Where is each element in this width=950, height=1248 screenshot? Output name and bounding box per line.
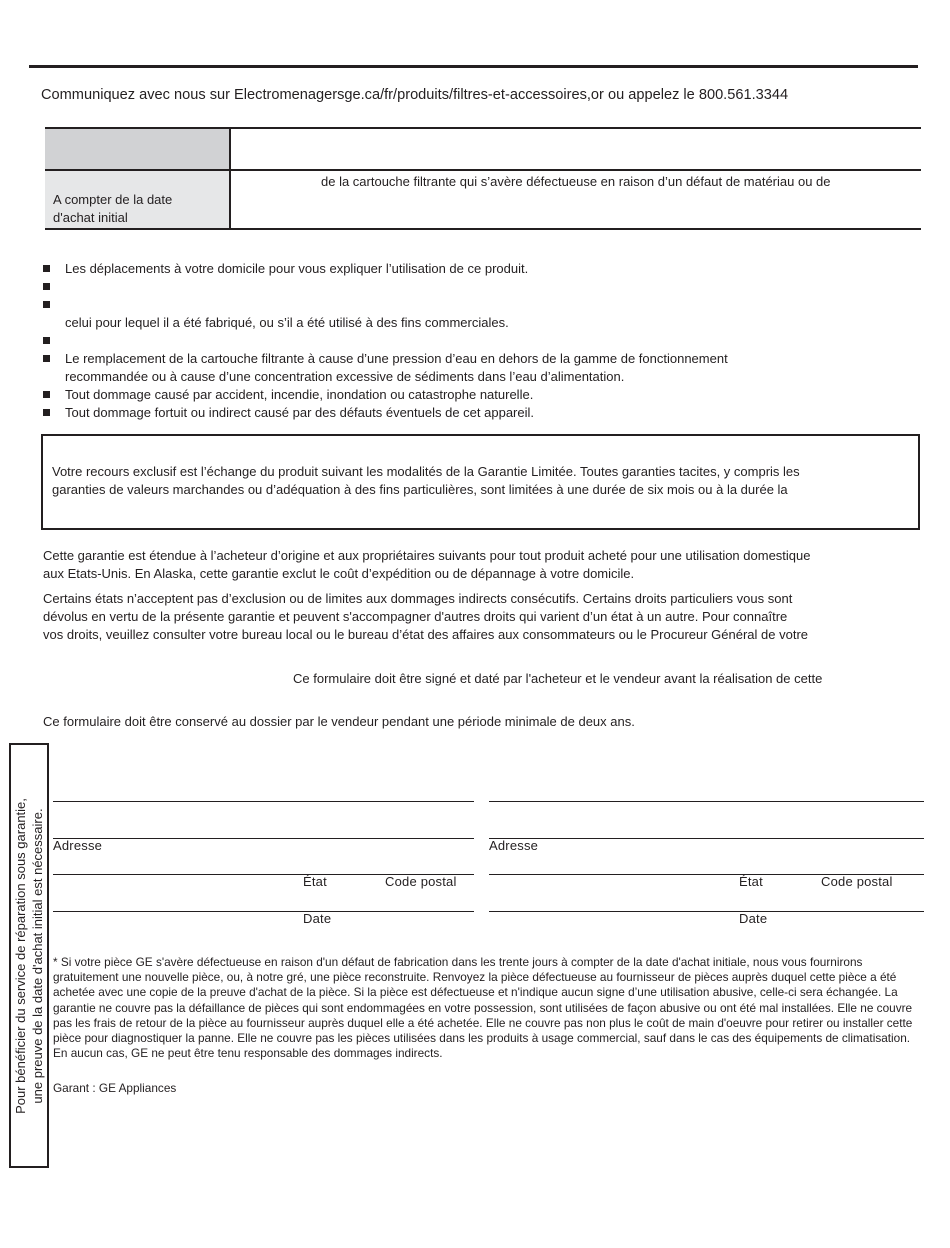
- exclusion-text: Tout dommage fortuit ou indirect causé par des défauts éventuels de cet appareil.: [65, 405, 535, 420]
- remedy-line-1: Votre recours exclusif est l’échange du produit suivant les modalités de la Garantie Limitée. Toutes garanties tacites, y compris les: [52, 464, 800, 479]
- warranty-period-cell: [45, 171, 229, 228]
- purchaser-name-line[interactable]: [53, 801, 474, 802]
- contact-line: Communiquez avec nous sur Electromenagersge.ca/fr/produits/filtres-et-accessoires,or ou appelez le 800.561.3344: [41, 87, 789, 103]
- exclusion-text: Les déplacements à votre domicile pour vous expliquer l’utilisation de ce produit.: [65, 261, 529, 276]
- exclusion-text: Tout dommage causé par accident, incendie, inondation ou catastrophe naturelle.: [65, 387, 534, 402]
- parts-warranty-footnote: * Si votre pièce GE s'avère défectueuse en raison d'un défaut de fabrication dans les trente jours à compter de la date d'achat initiale, nous vous fournirons gratuitement une nouvelle pièce, ou, à notre gré, une pièce reconstruite. Renvoyez la pièce défectueuse au fournisseur de pièces auprès duquel cette pièce a été achetée avec une copie de la preuve d'achat de la pièce. Si la pièce est défectueuse et n'indique aucun signe d’une utilisation abusive, celle-ci sera échangée. La garantie ne couvre pas la défaillance de pièces qui sont endommagées en votre possession, sont utilisées de façon abusive ou ont été mal installées. Elle ne couvre pas les frais de retour de la pièce au fournisseur auprès duquel elle a été achetée. Elle ne couvre pas non plus le coût de main d'oeuvre pour retirer ou installer cette pièce pour diagnostiquer la panne. Elle ne couvre pas les pièces utilisées dans les produits à usage commercial, sauf dans le cas des équipements de climatisation. En aucun cas, GE ne peut être tenu responsable des dommages indirects.: [53, 955, 913, 1061]
- top-rule: [29, 65, 918, 68]
- dealer-postal-label: Code postal: [821, 874, 893, 889]
- table-column-divider: [229, 127, 231, 230]
- bullet-square-icon: [43, 355, 50, 362]
- warranty-table: [45, 127, 921, 230]
- dealer-address-line[interactable]: [489, 838, 924, 839]
- bullet-square-icon: [43, 283, 50, 290]
- dealer-date-label: Date: [739, 911, 768, 926]
- bullet-square-icon: [43, 301, 50, 308]
- proof-of-purchase-sidebar: [9, 743, 49, 1168]
- purchaser-state-label: État: [303, 874, 327, 889]
- warrantor-line: Garant : GE Appliances: [53, 1081, 177, 1095]
- form-retention-note: Ce formulaire doit être conservé au dossier par le vendeur pendant une période minimale de deux ans.: [43, 714, 635, 729]
- dealer-address-label: Adresse: [489, 838, 539, 853]
- extension-line-2: aux Etats-Unis. En Alaska, cette garantie exclut le coût d’expédition ou de dépannage à votre domicile.: [43, 566, 635, 581]
- exclusion-text: celui pour lequel il a été fabriqué, ou s’il a été utilisé à des fins commerciales.: [65, 315, 509, 330]
- exclusion-text: Le remplacement de la cartouche filtrante à cause d’une pression d’eau en dehors de la gamme de fonctionnement: [65, 351, 728, 366]
- form-signed-note: Ce formulaire doit être signé et daté par l'acheteur et le vendeur avant la réalisation de cette: [293, 671, 823, 686]
- purchaser-date-label: Date: [303, 911, 332, 926]
- states-line-1: Certains états n’acceptent pas d’exclusion ou de limites aux dommages indirects consécutifs. Certains droits particuliers vous sont: [43, 591, 793, 606]
- dealer-state-label: État: [739, 874, 763, 889]
- states-line-3: vos droits, veuillez consulter votre bureau local ou le bureau d’état des affaires aux consommateurs ou le Procureur Général de votre: [43, 627, 809, 642]
- sidebar-line-1: Pour bénéficier du service de réparation sous garantie,: [13, 797, 28, 1114]
- bullet-square-icon: [43, 337, 50, 344]
- remedy-line-2: garanties de valeurs marchandes ou d’adéquation à des fins particulières, sont limitées à une durée de six mois ou à la durée la: [52, 482, 788, 497]
- dealer-name-line[interactable]: [489, 801, 924, 802]
- coverage-text: de la cartouche filtrante qui s’avère défectueuse en raison d’un défaut de matériau ou de: [321, 174, 831, 189]
- states-paragraph: [43, 590, 808, 644]
- purchaser-address-line[interactable]: [53, 838, 474, 839]
- exclusion-text: recommandée ou à cause d’une concentration excessive de sédiments dans l’eau d’alimentation.: [65, 369, 625, 384]
- bullet-square-icon: [43, 391, 50, 398]
- extension-line-1: Cette garantie est étendue à l’acheteur d’origine et aux propriétaires suivants pour tout produit acheté pour une utilisation domestique: [43, 548, 811, 563]
- states-line-2: dévolus en vertu de la présente garantie et peuvent s'accompagner d'autres droits qui varient d’un état à un autre. Pour connaître: [43, 609, 788, 624]
- purchaser-address-label: Adresse: [53, 838, 103, 853]
- purchaser-signature-line[interactable]: [53, 911, 474, 912]
- period-label-line1: A compter de la date: [53, 192, 173, 207]
- sidebar-line-2: une preuve de la date d'achat initial est nécessaire.: [30, 807, 45, 1104]
- table-header-cell: [45, 129, 229, 170]
- dealer-signature-line[interactable]: [489, 911, 924, 912]
- period-label-line2: d'achat initial: [53, 210, 128, 225]
- purchaser-postal-label: Code postal: [385, 874, 457, 889]
- bullet-square-icon: [43, 409, 50, 416]
- extension-paragraph: [43, 547, 810, 583]
- bullet-square-icon: [43, 265, 50, 272]
- exclusive-remedy-box: [41, 434, 920, 530]
- table-bottom-border: [45, 228, 921, 230]
